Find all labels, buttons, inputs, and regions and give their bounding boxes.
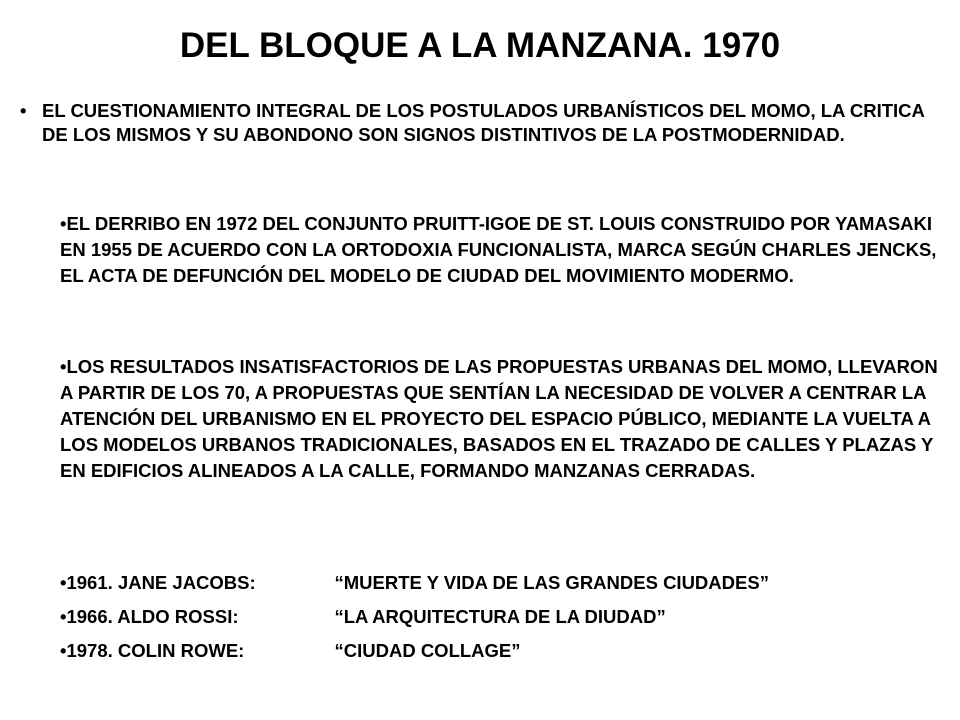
sub-bullet bbox=[60, 354, 945, 484]
sub-bullet-text: EL DERRIBO EN 1972 DEL CONJUNTO PRUITT-IGOE DE ST. LOUIS CONSTRUIDO POR YAMASAKI EN 1955 DE ACUERDO CON LA ORTODOXIA FUNCIONALISTA, MARCA SEGÚN CHARLES JENCKS, EL ACTA DE DEFUNCIÓN DEL MODELO DE CIUDAD DEL MOVIMIENTO MODERMO. bbox=[60, 213, 937, 286]
bullet-marker: • bbox=[60, 640, 67, 661]
reference-item bbox=[60, 604, 940, 630]
reference-work: “CIUDAD COLLAGE” bbox=[334, 640, 521, 661]
sub-bullet bbox=[60, 211, 945, 289]
bullet-marker: • bbox=[60, 213, 67, 234]
reference-author: 1961. JANE JACOBS: bbox=[66, 572, 256, 593]
bullet-marker: • bbox=[60, 606, 67, 627]
sub-bullet-text: LOS RESULTADOS INSATISFACTORIOS DE LAS PROPUESTAS URBANAS DEL MOMO, LLEVARON A PARTIR DE LOS 70, A PROPUESTAS QUE SENTÍAN LA NECESIDAD DE VOLVER A CENTRAR LA ATENCIÓN DEL URBANISMO EN EL PROYECTO DEL ESPACIO PÚBLICO, MEDIANTE LA VUELTA A LOS MODELOS URBANOS TRADICIONALES, BASADOS EN EL TRAZADO DE CALLES Y PLAZAS Y EN EDIFICIOS ALINEADOS A LA CALLE, FORMANDO MANZANAS CERRADAS. bbox=[60, 356, 938, 481]
bullet-marker: • bbox=[60, 356, 67, 377]
main-bullet bbox=[20, 99, 930, 147]
bullet-marker: • bbox=[20, 100, 27, 121]
main-bullet-text: EL CUESTIONAMIENTO INTEGRAL DE LOS POSTULADOS URBANÍSTICOS DEL MOMO, LA CRITICA DE LOS MISMOS Y SU ABONDONO SON SIGNOS DISTINTIVOS DE LA POSTMODERNIDAD. bbox=[42, 100, 925, 145]
reference-work: “LA ARQUITECTURA DE LA DIUDAD” bbox=[334, 606, 666, 627]
bullet-marker: • bbox=[60, 572, 67, 593]
reference-item bbox=[60, 638, 940, 664]
reference-item bbox=[60, 570, 940, 596]
reference-author: 1978. COLIN ROWE: bbox=[66, 640, 245, 661]
slide-title: DEL BLOQUE A LA MANZANA. 1970 bbox=[179, 26, 781, 65]
reference-work: “MUERTE Y VIDA DE LAS GRANDES CIUDADES” bbox=[334, 572, 769, 593]
reference-author: 1966. ALDO ROSSI: bbox=[66, 606, 239, 627]
